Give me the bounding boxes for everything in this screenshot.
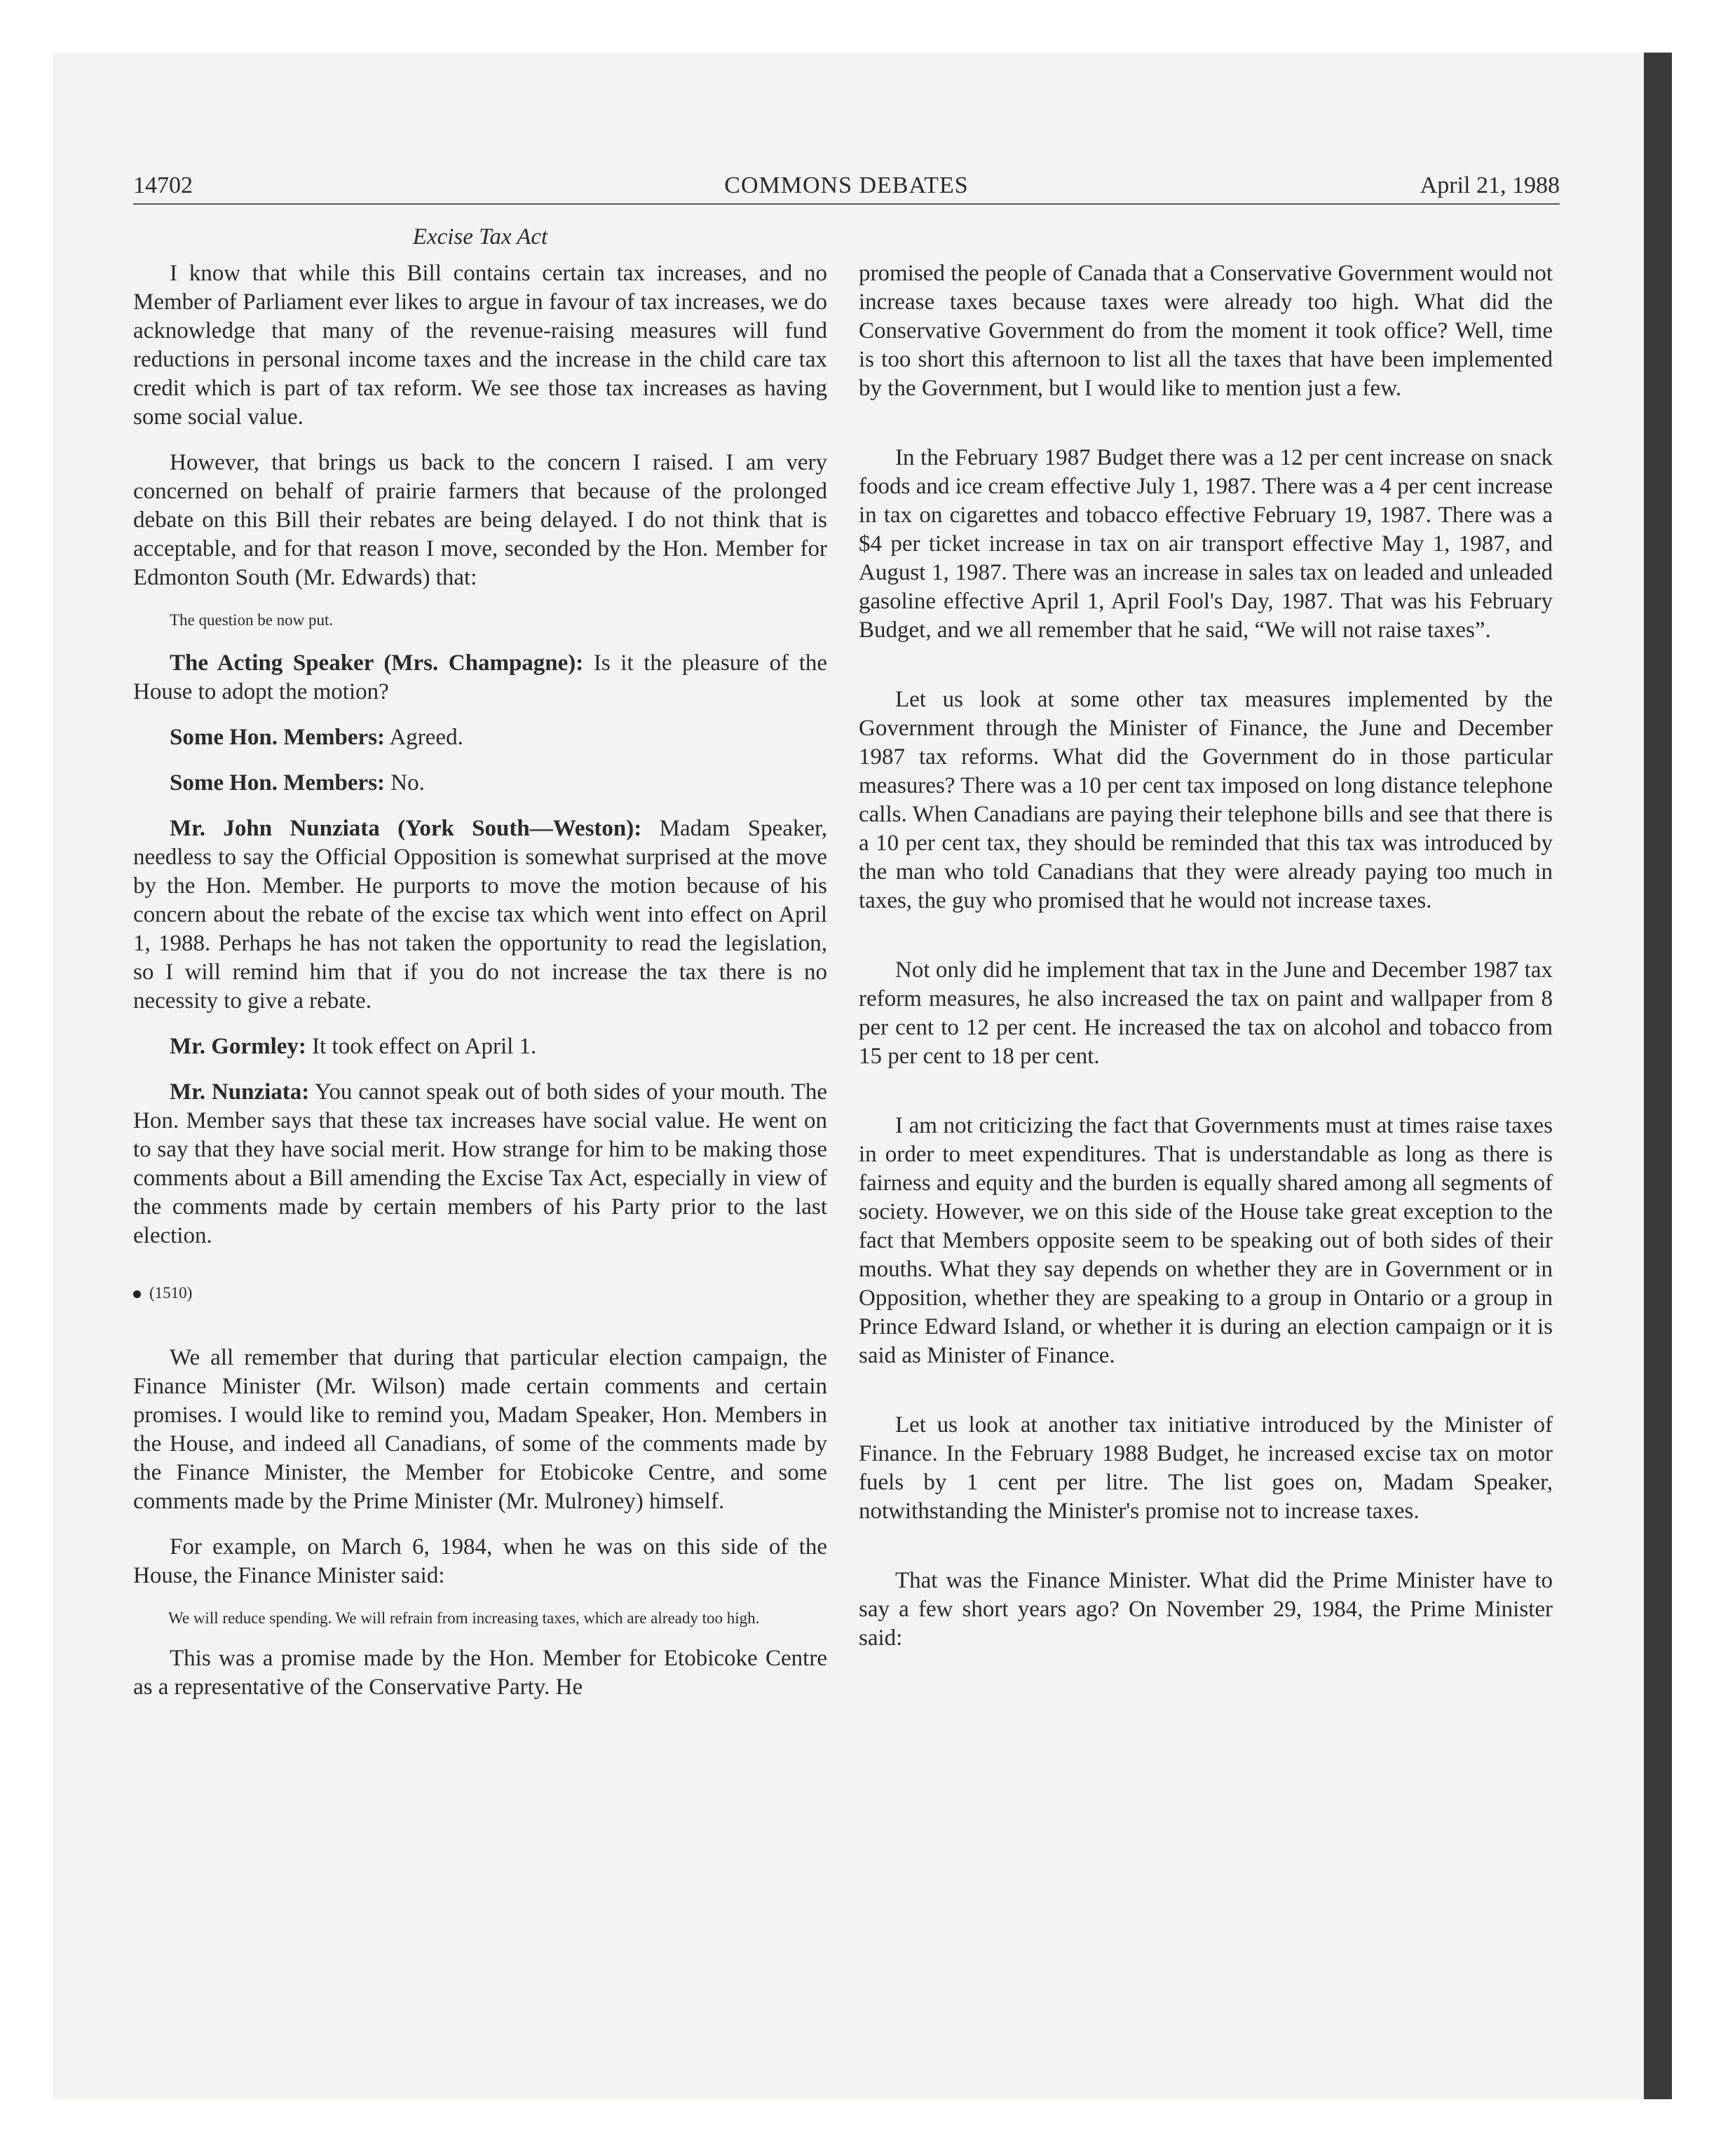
paragraph: This was a promise made by the Hon. Member for Etobicoke Centre as a representative of the Conservative Party. He (133, 1646, 827, 1700)
speech-text: It took effect on April 1. (306, 1034, 537, 1059)
speech (133, 814, 827, 1016)
paragraph: That was the Finance Minister. What did the Prime Minister have to say a few short years ago? On November 29, 1984, the Prime Minister said: (859, 1568, 1553, 1651)
paragraph: For example, on March 6, 1984, when he was on this side of the House, the Finance Minister said: (133, 1534, 827, 1588)
paragraph: I am not criticizing the fact that Governments must at times raise taxes in order to meet expenditures. That is understandable as long as there is fairness and equity and the burden is equally shared among all segments of society. However, we on this side of the House take great exception to the fact that Members opposite seem to be speaking out of both sides of their mouths. What they say depends on whether they are in Government or in Opposition, whether they are speaking to a group in Ontario or a group in Prince Edward Island, or whether it is during an election campaign or it is said as Minister of Finance. (859, 1113, 1553, 1368)
paragraph: In the February 1987 Budget there was a 12 per cent increase on snack foods and ice cream effective July 1, 1987. There was a 4 per cent increase in tax on cigarettes and tobacco effective February 19, 1987. There was a $4 per ticket increase in tax on air transport effective May 1, 1987, and August 1, 1987. There was an increase in sales tax on leaded and unleaded gasoline effective April 1, April Fool's Day, 1987. That was his February Budget, and we all remember that he said, “We will not raise taxes”. (859, 445, 1553, 643)
time-marker-text: (1510) (149, 1284, 193, 1302)
left-column (133, 259, 827, 1719)
speech (133, 769, 827, 798)
speech-text: No. (385, 770, 425, 796)
paragraph: Let us look at another tax initiative introduced by the Minister of Finance. In the February 1988 Budget, he increased excise tax on motor fuels by 1 cent per litre. The list goes on, Madam Speaker, notwithstanding the Minister's promise not to increase taxes. (859, 1412, 1553, 1524)
paragraph: I know that while this Bill contains certain tax increases, and no Member of Parliament ever likes to argue in favour of tax increases, we do acknowledge that many of the revenue-raising measures will fund reductions in personal income taxes and the increase in the child care tax credit which is part of tax reform. We see those tax increases as having some social value. (133, 261, 827, 430)
paragraph: Not only did he implement that tax in the June and December 1987 tax reform measures, he also increased the tax on paint and wallpaper from 8 per cent to 12 per cent. He increased the tax on alcohol and tobacco from 15 per cent to 18 per cent. (859, 957, 1553, 1069)
finance-minister-quote: We will reduce spending. We will refrain from increasing taxes, which are already too high. (168, 1609, 760, 1627)
time-marker (133, 1278, 827, 1307)
page-header (133, 168, 1560, 205)
speaker-name: Mr. John Nunziata (York South—Weston): (170, 816, 642, 841)
speech-text: Is it the pleasure of the House to adopt the motion? (133, 650, 828, 704)
scan-edge (1644, 53, 1672, 2099)
speaker-name: Some Hon. Members: (170, 770, 386, 796)
paragraph: promised the people of Canada that a Conservative Government would not increase taxes because taxes were already too high. What did the Conservative Government do from the moment it took office? Well, time is too short this afternoon to list all the taxes that have been implemented by the Government, but I would like to mention just a few. (859, 261, 1553, 401)
page-number: 14702 (133, 172, 193, 198)
paragraph: Let us look at some other tax measures implemented by the Government through the Minister of Finance, the June and December 1987 tax reforms. What did the Government do in those particular measures? There was a 10 per cent tax imposed on long distance telephone calls. When Canadians are paying their telephone bills and see that there is a 10 per cent tax, they should be reminded that this tax was introduced by the man who told Canadians that they were already paying too much in taxes, the guy who promised that he would not increase taxes. (859, 687, 1553, 913)
motion-quote: The question be now put. (170, 611, 334, 629)
section-title: Excise Tax Act (412, 224, 548, 250)
right-column (859, 259, 1553, 1693)
speech-text: Agreed. (385, 725, 463, 750)
speech (133, 649, 827, 707)
publication-title: COMMONS DEBATES (724, 172, 969, 198)
speech (133, 723, 827, 752)
speaker-name: Mr. Nunziata: (170, 1079, 310, 1105)
speech (133, 1078, 827, 1250)
paragraph: However, that brings us back to the concern I raised. I am very concerned on behalf of prairie farmers that because of the prolonged debate on this Bill their rebates are being delayed. I do not think that is acceptable, and for that reason I move, seconded by the Hon. Member for Edmonton South (Mr. Edwards) that: (133, 450, 827, 590)
speech-text: Madam Speaker, needless to say the Official Opposition is somewhat surprised at the move by the Hon. Member. He purports to move the motion because of his concern about the rebate of the excise tax which went into effect on April 1, 1988. Perhaps he has not taken the opportunity to read the legislation, so I will remind him that if you do not increase the tax there is no necessity to give a rebate. (133, 816, 827, 1014)
speech-text: You cannot speak out of both sides of your mouth. The Hon. Member says that these tax increases have social value. He went on to say that they have social merit. How strange for him to be making those comments about a Bill amending the Excise Tax Act, especially in view of the comments made by certain members of his Party prior to the last election. (133, 1079, 827, 1248)
speaker-name: The Acting Speaker (Mrs. Champagne): (170, 650, 584, 676)
bullet-icon (133, 1290, 141, 1298)
speaker-name: Mr. Gormley: (170, 1034, 306, 1059)
speaker-name: Some Hon. Members: (170, 725, 386, 750)
speech (133, 1032, 827, 1061)
page-date: April 21, 1988 (1420, 172, 1560, 198)
paragraph: We all remember that during that particular election campaign, the Finance Minister (Mr. Wilson) made certain comments and certain promises. I would like to remind you, Madam Speaker, Hon. Members in the House, and indeed all Canadians, of some of the comments made by the Finance Minister, the Member for Etobicoke Centre, and some comments made by the Prime Minister (Mr. Mulroney) himself. (133, 1345, 827, 1514)
